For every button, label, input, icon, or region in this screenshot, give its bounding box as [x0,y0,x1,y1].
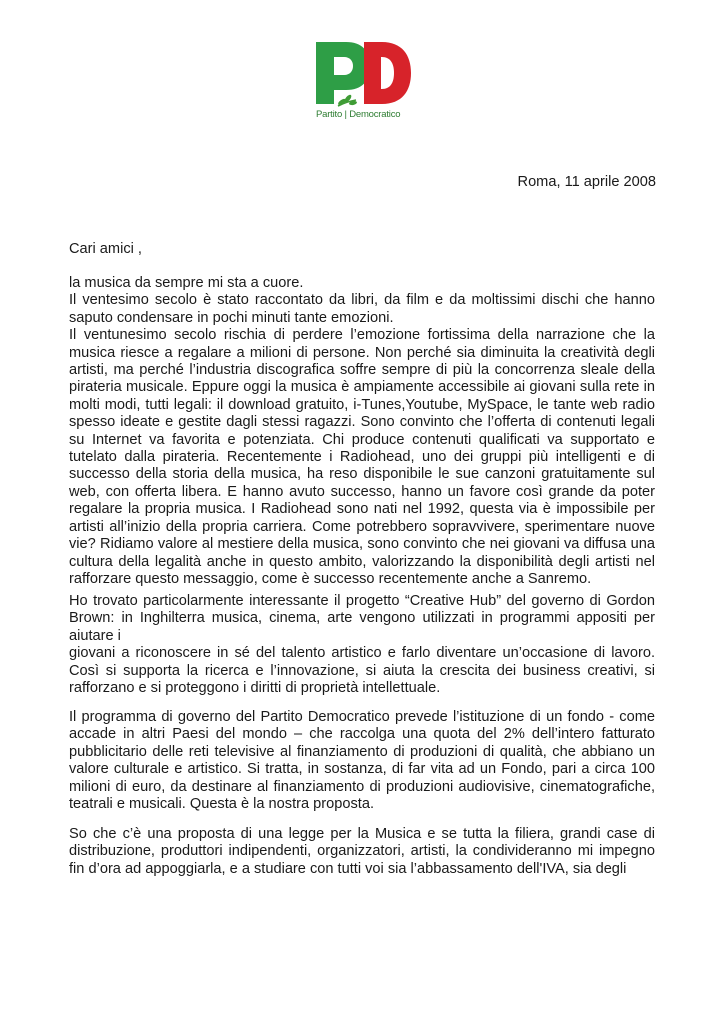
paragraph-1 [69,275,655,588]
letter-date: Roma, 11 aprile 2008 [517,174,656,190]
salutation: Cari amici , [69,241,142,257]
logo-caption: Partito | Democratico [316,109,401,120]
paragraph-1-line-2: Il ventesimo secolo è stato raccontato da libri, da film e da moltissimi dischi che hanno saputo condensare in pochi minuti tante emozioni. [69,292,655,326]
paragraph-4 [69,826,655,878]
logo-caption-left: Partito [316,109,343,120]
paragraph-2-line-2: giovani a riconoscere in sé del talento artistico e farlo diventare un’occasione di lavoro. Così si supporta la ricerca e l’innovazione, si aiuta la crescita dei business creativi, si rafforzano e si proteggono i diritti di proprietà intellettuale. [69,645,655,697]
logo-letter-p [316,42,370,104]
logo-letter-d [364,42,411,104]
paragraph-2-line-1: Ho trovato particolarmente interessante il progetto “Creative Hub” del governo di Gordon Brown: in Inghilterra musica, cinema, arte vengono utilizzati in programmi appositi per aiutare i [69,593,655,644]
paragraph-4-line-1: So che c’è una proposta di una legge per la Musica e se tutta la filiera, grandi case di distribuzione, produttori indipendenti, organizzatori, artisti, la condivideranno mi impegno fin d’ora ad appoggiarla, e a studiare con tutti voi sia l’abbassamento dell'IVA, sia degli [69,826,655,877]
paragraph-3 [69,709,655,813]
paragraph-3-line-1: Il programma di governo del Partito Democratico prevede l’istituzione di un fondo - come accade in altri Paesi del mondo – che raccolga una quota del 2% dell’intero fatturato pubblicitario delle reti televisive al finanziamento di produzioni di qualità, che abbiano un valore culturale e artistico. Si tratta, in sostanza, di far vita ad un Fondo, pari a circa 100 milioni di euro, da destinare al finanziamento di produzioni audiovisive, cinematografiche, teatrali e musicali. Questa è la nostra proposta. [69,709,655,813]
paragraph-1-line-3: Il ventunesimo secolo rischia di perdere l’emozione fortissima della narrazione che la musica riesce a regalare a milioni di persone. Non perché sia diminuita la creatività degli artisti, ma perché l’industria discografica soffre sempre di più la concorrenza sleale della pirateria musicale. Eppure oggi la musica è ampiamente accessibile ai giovani sulla rete in molti modi, tutti legali: il download gratuito, i-Tunes,Youtube, MySpace, le tante web radio spesso ideate e gestite dagli stessi ragazzi. Sono convinto che l’offerta di contenuti legali su Internet va favorita e potenziata. Chi produce contenuti qualificati va supportato e tutelato dalla pirateria. Recentemente i Radiohead, uno dei gruppi più intelligenti e di successo della storia della musica, ha reso disponibile le sue canzoni gratuitamente sul web, con offerta libera. E hanno avuto successo, hanno un favore così grande da poter regalare la propria musica. I Radiohead sono nati nel 1992, questa via è impossibile per artisti all’inizio della propria carriera. Come potrebbero sopravvivere, sperimentare nuove vie? Ridiamo valore al mestiere della musica, sono convinto che nei giovani va diffusa una cultura della legalità anche in questo ambito, valorizzando la disponibilità degli artisti nel rafforzare questo messaggio, come è successo recentemente anche a Sanremo. [69,327,655,587]
logo-caption-right: Democratico [349,109,401,120]
paragraph-2 [69,593,655,697]
paragraph-1-line-1: la musica da sempre mi sta a cuore. [69,275,304,291]
